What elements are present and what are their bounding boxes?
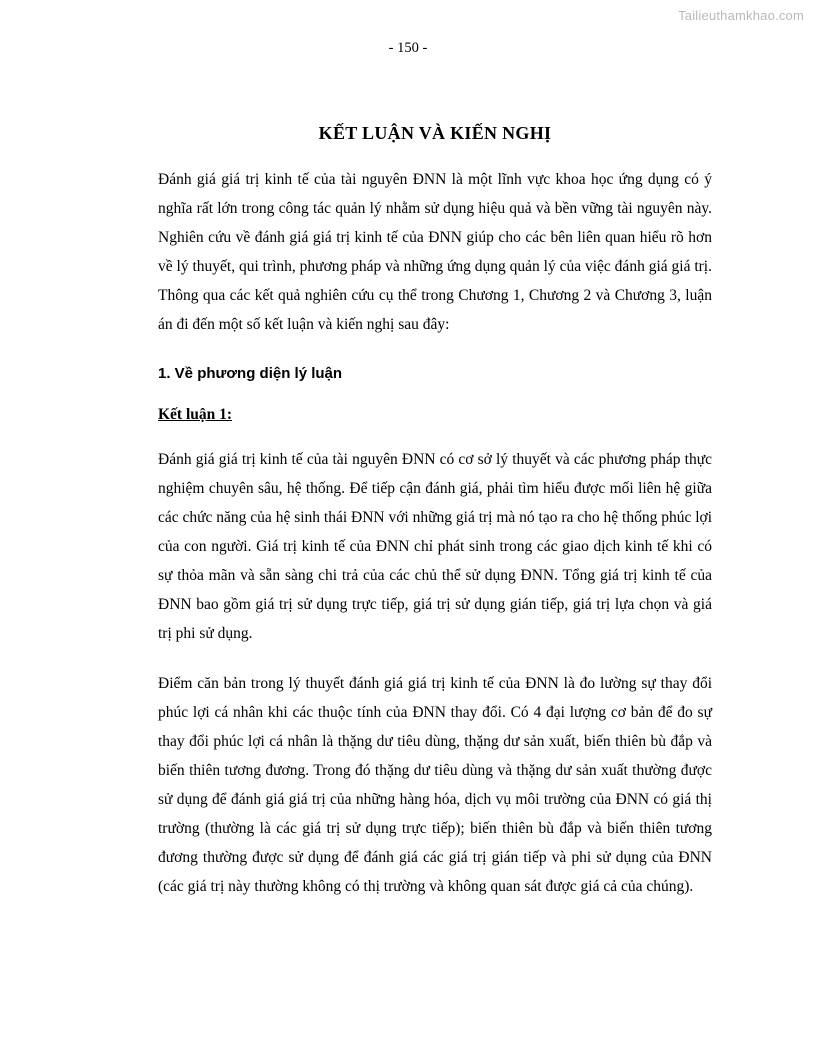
page-number: - 150 - xyxy=(388,40,428,56)
watermark-text: Tailieuthamkhao.com xyxy=(678,8,804,23)
conclusion-1-label: Kết luận 1: xyxy=(158,406,233,423)
document-title: KẾT LUẬN VÀ KIẾN NGHỊ xyxy=(318,123,552,143)
conclusion-1-paragraph-2: Điểm căn bản trong lý thuyết đánh giá giá trị kinh tế của ĐNN là đo lường sự thay đổi phúc lợi cá nhân khi các thuộc tính của ĐNN thay đổi. Có 4 đại lượng cơ bản để đo sự thay đổi phúc lợi cá nhân là thặng dư tiêu dùng, thặng dư sản xuất, biến thiên bù đắp và biến thiên tương đương. Trong đó thặng dư tiêu dùng và thặng dư sản xuất thường được sử dụng để đánh giá giá trị của những hàng hóa, dịch vụ môi trường của ĐNN có giá thị trường (thường là các giá trị sử dụng trực tiếp); biến thiên bù đắp và biến thiên tương đương thường được sử dụng để đánh giá các giá trị gián tiếp và phi sử dụng của ĐNN (các giá trị này thường không có thị trường và không quan sát được giá cả của chúng). xyxy=(158,675,712,895)
page-content xyxy=(158,123,712,901)
conclusion-1-paragraph-1: Đánh giá giá trị kinh tế của tài nguyên ĐNN có cơ sở lý thuyết và các phương pháp thực nghiệm chuyên sâu, hệ thống. Để tiếp cận đánh giá, phải tìm hiểu được mối liên hệ giữa các chức năng của hệ sinh thái ĐNN với những giá trị mà nó tạo ra cho hệ thống phúc lợi của con người. Giá trị kinh tế của ĐNN chỉ phát sinh trong các giao dịch kinh tế khi có sự thỏa mãn và sẵn sàng chi trả của các chủ thể sử dụng ĐNN. Tổng giá trị kinh tế của ĐNN bao gồm giá trị sử dụng trực tiếp, giá trị sử dụng gián tiếp, giá trị lựa chọn và giá trị phi sử dụng. xyxy=(158,451,713,642)
section-heading-theory: 1. Về phương diện lý luận xyxy=(158,365,343,382)
intro-paragraph: Đánh giá giá trị kinh tế của tài nguyên ĐNN là một lĩnh vực khoa học ứng dụng có ý nghĩa rất lớn trong công tác quản lý nhằm sử dụng hiệu quả và bền vững tài nguyên này. Nghiên cứu về đánh giá giá trị kinh tế của ĐNN giúp cho các bên liên quan hiểu rõ hơn về lý thuyết, qui trình, phương pháp và những ứng dụng quản lý của việc đánh giá giá trị. Thông qua các kết quả nghiên cứu cụ thể trong Chương 1, Chương 2 và Chương 3, luận án đi đến một số kết luận và kiến nghị sau đây: xyxy=(158,171,712,333)
